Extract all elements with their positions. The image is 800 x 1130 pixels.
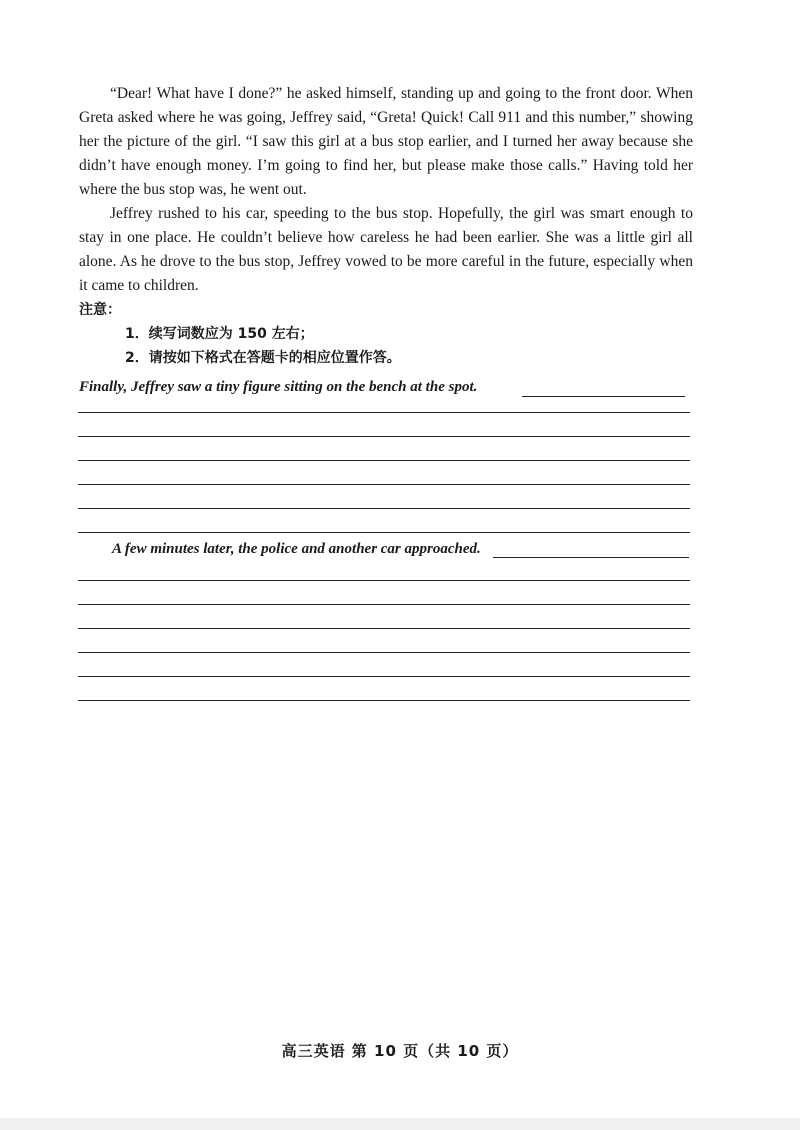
prompt-first-blank[interactable]	[522, 396, 685, 397]
page-footer: 高三英语 第 10 页（共 10 页）	[281, 1042, 519, 1060]
writing-line[interactable]	[78, 412, 690, 413]
writing-line[interactable]	[78, 580, 690, 581]
notes-item-1: 1．续写词数应为 150 左右；	[125, 326, 314, 342]
writing-line[interactable]	[78, 628, 690, 629]
writing-line[interactable]	[78, 484, 690, 485]
passage-paragraph-2: Jeffrey rushed to his car, speeding to the bus stop. Hopefully, the girl was smart enough to stay in one place. He couldn’t believe how careless he had been earlier. She was a little girl all alone. As he drove to the bus stop, Jeffrey vowed to be more careful in the future, especially when it came to children.	[79, 205, 693, 294]
writing-line[interactable]	[78, 436, 690, 437]
passage-paragraph-1: “Dear! What have I done?” he asked himself, standing up and going to the front door. When Greta asked where he was going, Jeffrey said, “Greta! Quick! Call 911 and this number,” showing her the picture of the girl. “I saw this girl at a bus stop earlier, and I turned her away because she didn’t have enough money. I’m going to find her, but please make those calls.” Having told her where the bus stop was, he went out.	[79, 85, 693, 198]
writing-line[interactable]	[78, 652, 690, 653]
notes-item-2: 2．请按如下格式在答题卡的相应位置作答。	[125, 350, 401, 366]
prompt-second-blank[interactable]	[493, 557, 689, 558]
prompt-first: Finally, Jeffrey saw a tiny figure sitting on the bench at the spot.	[79, 379, 478, 395]
notes-title: 注意：	[79, 302, 121, 318]
passage	[79, 82, 693, 370]
writing-line[interactable]	[78, 676, 690, 677]
writing-line[interactable]	[78, 700, 690, 701]
prompt-second: A few minutes later, the police and another car approached.	[112, 541, 481, 557]
writing-line[interactable]	[78, 604, 690, 605]
scan-edge	[0, 1118, 800, 1130]
writing-line[interactable]	[78, 460, 690, 461]
writing-line[interactable]	[78, 532, 690, 533]
writing-line[interactable]	[78, 508, 690, 509]
